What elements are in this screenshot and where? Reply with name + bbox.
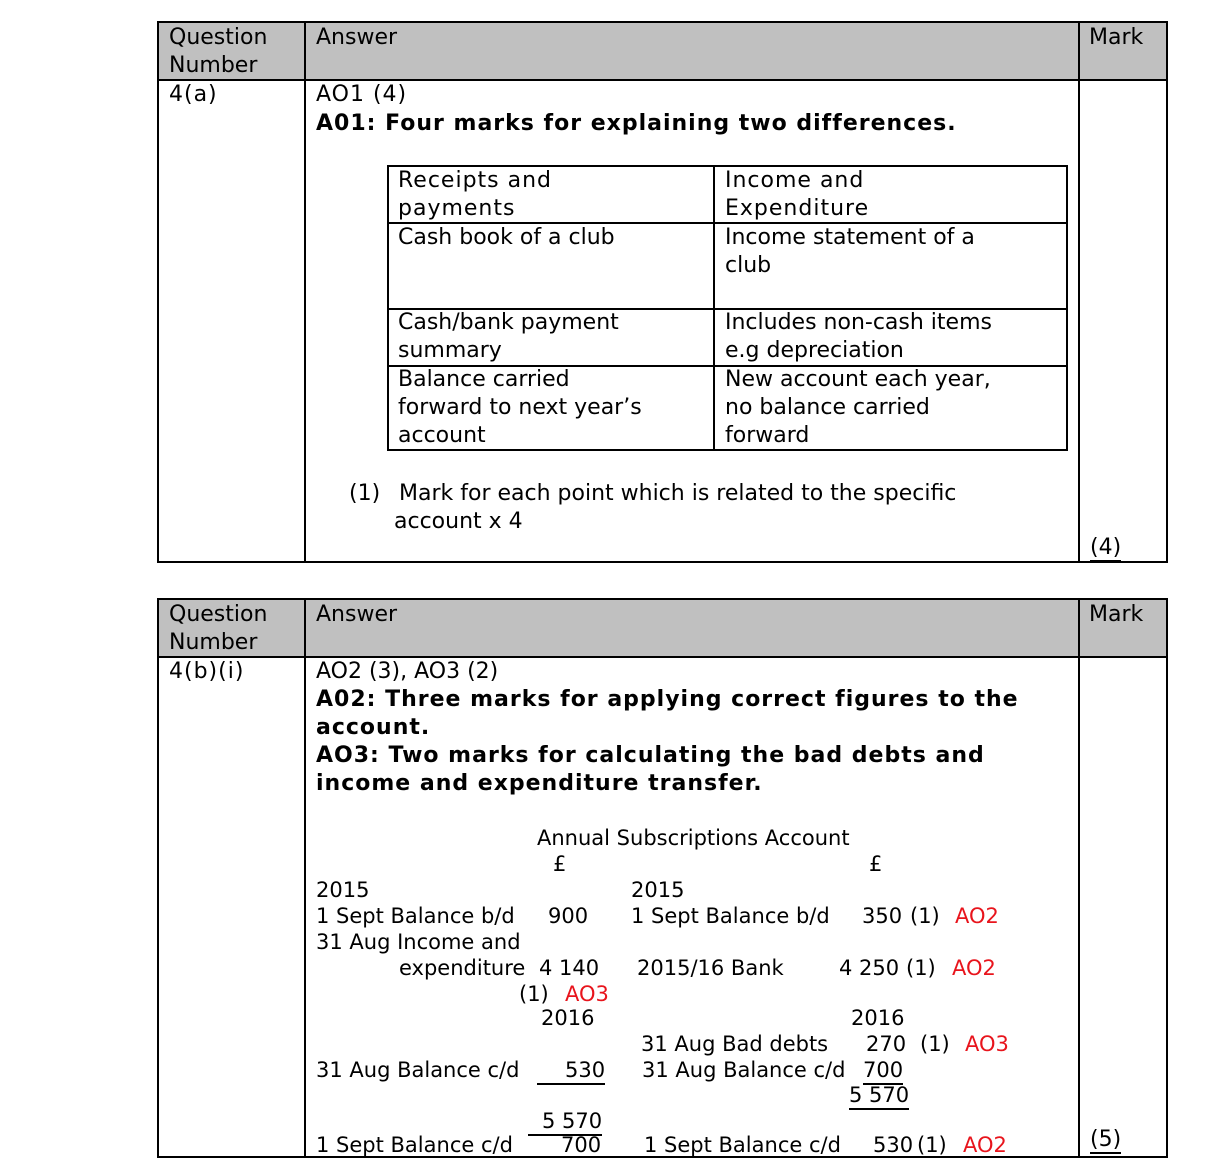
header-question-number: Question Number	[169, 25, 268, 78]
mark-allocation: (1)	[920, 1032, 950, 1056]
ao-code: AO2	[955, 904, 999, 928]
mark-allocation: (1)	[906, 956, 936, 980]
left-entry: 31 Aug Balance c/d	[316, 1058, 520, 1082]
mark-allocation: (1)	[910, 904, 940, 928]
left-amount: 900	[548, 904, 589, 928]
right-entry: 2015/16 Bank	[637, 956, 784, 980]
header-mark: Mark	[1089, 602, 1144, 627]
col-header-receipts: Receipts and payments	[398, 168, 553, 221]
right-amount: 700	[863, 1057, 903, 1085]
left-entry: 31 Aug Income and	[316, 930, 521, 954]
column-divider	[1078, 23, 1080, 561]
cell: Cash/bank payment summary	[398, 310, 619, 363]
right-amount: 270	[866, 1032, 907, 1056]
mark-value: (4)	[1090, 535, 1122, 560]
instruction-line-3: AO3: Two marks for calculating the bad debts and	[316, 743, 985, 768]
assessment-objective: AO1 (4)	[316, 82, 408, 107]
right-entry: 1 Sept Balance b/d	[631, 904, 830, 928]
right-entry: 31 Aug Bad debts	[641, 1032, 829, 1056]
instruction-text: A01: Four marks for explaining two differences.	[316, 111, 957, 136]
mark-scheme-table-4bi	[157, 598, 1168, 1158]
pound-left: £	[553, 852, 567, 876]
note-number: (1)	[349, 481, 381, 506]
cell: Income statement of a club	[725, 225, 975, 278]
ao-code: AO3	[965, 1032, 1009, 1056]
left-amount: 4 140	[539, 956, 600, 980]
column-divider	[304, 23, 306, 561]
assessment-objective: AO2 (3), AO3 (2)	[316, 659, 499, 684]
question-number: 4(b)(i)	[169, 659, 245, 684]
note-line-2: account x 4	[394, 509, 523, 534]
ao-code: AO2	[963, 1133, 1007, 1157]
pound-right: £	[869, 852, 883, 876]
cell: New account each year, no balance carried forward	[725, 367, 991, 448]
year-left: 2015	[316, 878, 370, 902]
column-divider	[304, 600, 306, 1156]
right-amount: 4 250	[839, 956, 900, 980]
table-header	[159, 23, 1166, 81]
left-entry: 1 Sept Balance b/d	[316, 904, 515, 928]
left-entry: 1 Sept Balance c/d	[316, 1133, 513, 1157]
left-amount: 700	[561, 1133, 602, 1157]
header-mark: Mark	[1089, 25, 1144, 50]
left-total: 5 570	[528, 1108, 602, 1136]
instruction-line-1: A02: Three marks for applying correct figures to the	[316, 687, 1019, 712]
table-header	[159, 600, 1166, 658]
cell: Balance carried forward to next year’s account	[398, 367, 642, 448]
question-number: 4(a)	[169, 82, 218, 107]
right-total: 5 570	[849, 1082, 909, 1110]
right-amount: 530	[873, 1133, 914, 1157]
mark-value: (5)	[1090, 1127, 1122, 1152]
mark-allocation: (1)	[917, 1133, 947, 1157]
right-amount: 350	[862, 904, 903, 928]
left-entry: expenditure	[399, 956, 526, 980]
account-title: Annual Subscriptions Account	[537, 826, 850, 850]
header-question-number: Question Number	[169, 602, 268, 655]
note-line-1: Mark for each point which is related to the specific	[399, 481, 957, 506]
year-right: 2015	[631, 878, 685, 902]
mark-scheme-table-4a	[157, 21, 1168, 563]
year-left: 2016	[541, 1006, 595, 1030]
col-header-income: Income and Expenditure	[725, 168, 870, 221]
column-divider	[1078, 600, 1080, 1156]
comparison-table	[387, 165, 1068, 451]
instruction-line-4: income and expenditure transfer.	[316, 771, 763, 796]
cell: Includes non-cash items e.g depreciation	[725, 310, 992, 363]
left-amount: 530	[537, 1057, 605, 1085]
mark-allocation: (1)	[519, 982, 549, 1006]
instruction-line-2: account.	[316, 715, 431, 740]
ao-code: AO2	[952, 956, 996, 980]
header-answer: Answer	[316, 602, 398, 627]
ao-code: AO3	[565, 982, 609, 1006]
right-entry: 31 Aug Balance c/d	[642, 1058, 846, 1082]
year-right: 2016	[851, 1006, 905, 1030]
cell: Cash book of a club	[398, 225, 615, 250]
right-entry: 1 Sept Balance c/d	[644, 1133, 841, 1157]
header-answer: Answer	[316, 25, 398, 50]
